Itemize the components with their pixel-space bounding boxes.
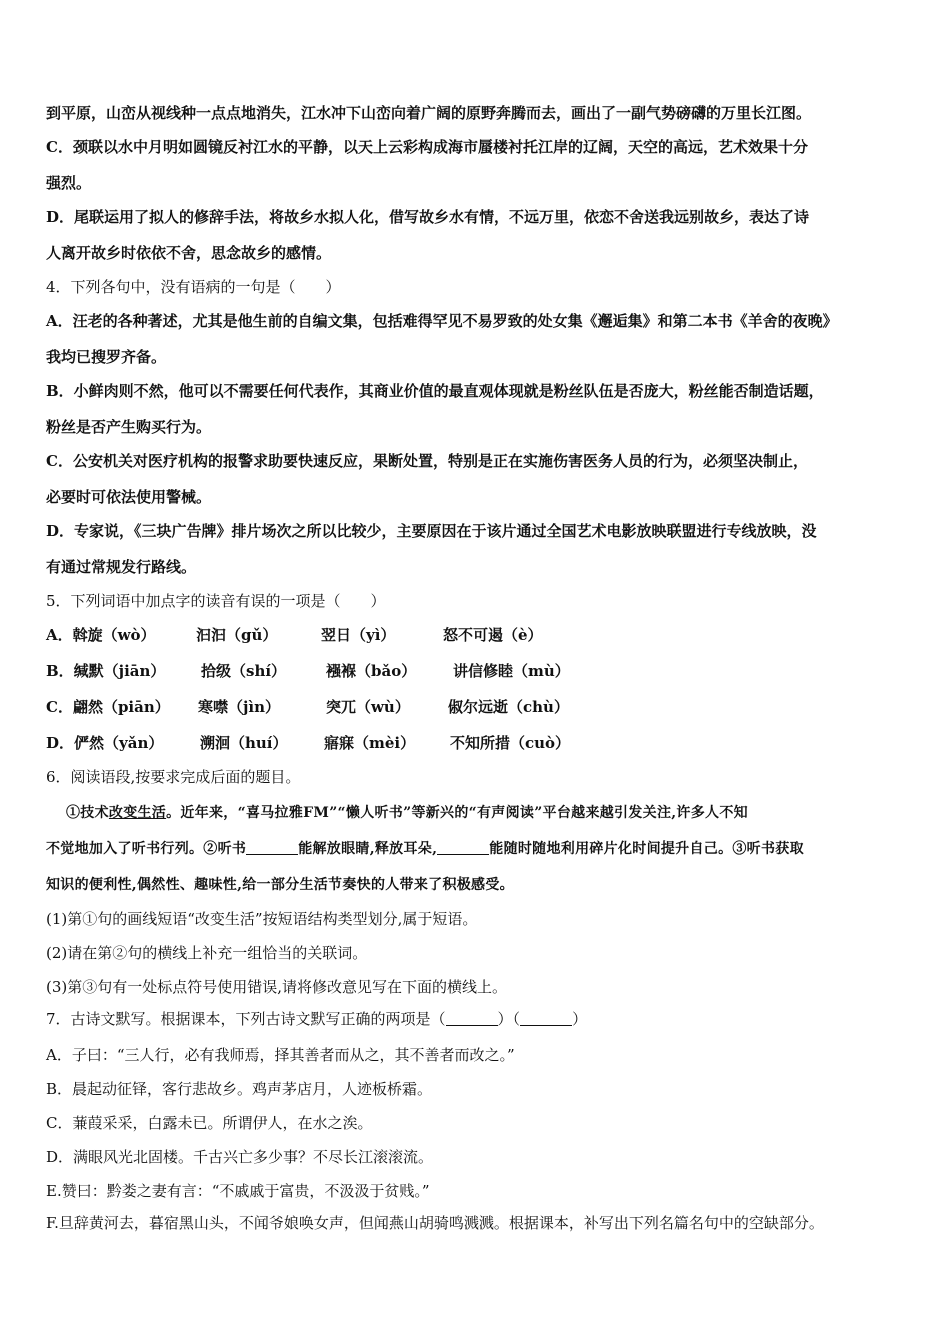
q7-option-e: E.赞曰：黔娄之妻有言：“不戚戚于富贵，不汲汲于贫贱。”	[46, 1182, 430, 1200]
q7-option-b: B．晨起动征铎，客行悲故乡。鸡声茅店月，人迹板桥霜。	[46, 1080, 433, 1098]
q4-option-d: D．专家说，《三块广告牌》排片场次之所以比较少，主要原因在于该片通过全国艺术电影放映联盟进行专线放映，没	[46, 522, 817, 540]
q7-option-d: D．满眼风光北固楼。千古兴亡多少事？不尽长江滚滚流。	[46, 1148, 434, 1166]
question-4: 4．下列各句中，没有语病的一句是（ ）	[46, 278, 341, 296]
q5-option-a	[46, 624, 904, 646]
passage-line	[46, 838, 904, 860]
passage-text: 能随时随地利用碎片化时间提升自己。③听书获取	[489, 841, 804, 857]
word: B．缄默（jiān）	[46, 662, 166, 680]
word: 翌日（yì）	[321, 626, 396, 644]
word: 怒不可遏（è）	[443, 626, 543, 644]
q4-option-a: A．汪老的各种著述，尤其是他生前的自编文集，包括难得罕见不易罗致的处女集《邂逅集》和第二本书《羊舍的夜晚》	[46, 312, 838, 330]
answer-blank[interactable]	[446, 1011, 498, 1026]
word: 汩汩（gǔ）	[196, 626, 278, 644]
word: C．翩然（piān）	[46, 698, 170, 716]
word: 拾级（shí）	[201, 662, 287, 680]
word: D．俨然（yǎn）	[46, 734, 164, 752]
word: 襁褓（bǎo）	[326, 662, 417, 680]
passage-text: 能解放眼睛,释放耳朵,	[298, 841, 438, 857]
text-line: 人离开故乡时依依不舍，思念故乡的感情。	[46, 244, 332, 262]
text-line: 到平原，山峦从视线种一点点地消失，江水冲下山峦向着广阔的原野奔腾而去，画出了一副气势磅礴的万里长江图。	[46, 104, 812, 122]
word: 讲信修睦（mù）	[453, 662, 570, 680]
passage-text: ①技术	[66, 805, 109, 821]
q4-option-d-cont: 有通过常规发行路线。	[46, 558, 197, 576]
option-c-line: C．颈联以水中月明如圆镜反衬江水的平静，以天上云彩构成海市蜃楼衬托江岸的辽阔，天空的高远，艺术效果十分	[46, 138, 808, 156]
q6-subquestion-2: (2)请在第②句的横线上补充一组恰当的关联词。	[46, 944, 368, 962]
question-5: 5．下列词语中加点字的读音有误的一项是（ ）	[46, 592, 386, 610]
fill-blank[interactable]	[246, 840, 298, 855]
word: 俶尔远逝（chù）	[448, 698, 569, 716]
answer-blank[interactable]	[520, 1011, 572, 1026]
word: 溯洄（huí）	[200, 734, 288, 752]
underlined-phrase: 改变生活	[108, 805, 167, 821]
question-7	[46, 1008, 904, 1030]
q7-option-f: F.旦辞黄河去，暮宿黑山头，不闻爷娘唤女声，但闻燕山胡骑鸣溅溅。根据课本，补写出下列名篇名句中的空缺部分。	[46, 1214, 824, 1232]
q7-option-a: A．子曰：“三人行，必有我师焉，择其善者而从之，其不善者而改之。”	[46, 1046, 515, 1064]
word: 寤寐（mèi）	[324, 734, 416, 752]
word: A．斡旋（wò）	[46, 626, 156, 644]
q4-option-c-cont: 必要时可依法使用警械。	[46, 488, 212, 506]
q4-option-b-cont: 粉丝是否产生购买行为。	[46, 418, 212, 436]
passage-text: 不觉地加入了听书行列。②听书	[46, 841, 247, 857]
q7-option-c: C．蒹葭采采，白露未已。所谓伊人，在水之涘。	[46, 1114, 373, 1132]
passage-text: 。近年来，“喜马拉雅FM”“懒人听书”等新兴的“有声阅读”平台越来越引发关注,许多人不知	[166, 805, 748, 821]
q5-option-c	[46, 696, 904, 718]
word: 不知所措（cuò）	[450, 734, 571, 752]
q4-option-b: B．小鲜肉则不然，他可以不需要任何代表作，其商业价值的最直观体现就是粉丝队伍是否庞大，粉丝能否制造话题，	[46, 382, 824, 400]
fill-blank[interactable]	[437, 840, 489, 855]
question-6: 6．阅读语段,按要求完成后面的题目。	[46, 768, 301, 786]
text-line: 强烈。	[46, 174, 92, 192]
q5-option-b	[46, 660, 904, 682]
question-text: 7．古诗文默写。根据课本，下列古诗文默写正确的两项是（	[46, 1010, 446, 1028]
q5-option-d	[46, 732, 904, 754]
q6-subquestion-3: (3)第③句有一处标点符号使用错误,请将修改意见写在下面的横线上。	[46, 978, 508, 996]
word: 突兀（wù）	[326, 698, 410, 716]
passage-line: 知识的便利性,偶然性、趣味性,给一部分生活节奏快的人带来了积极感受。	[46, 877, 514, 893]
word: 寒噤（jìn）	[198, 698, 281, 716]
question-text: ）	[572, 1010, 588, 1028]
option-d-line: D．尾联运用了拟人的修辞手法，将故乡水拟人化，借写故乡水有情，不远万里，依恋不舍送我远别故乡，表达了诗	[46, 208, 810, 226]
q4-option-a-cont: 我均已搜罗齐备。	[46, 348, 167, 366]
passage-line	[66, 802, 904, 824]
q4-option-c: C．公安机关对医疗机构的报警求助要快速反应，果断处置，特别是正在实施伤害医务人员的行为，必须坚决制止，	[46, 452, 808, 470]
q6-subquestion-1: (1)第①句的画线短语“改变生活”按短语结构类型划分,属于短语。	[46, 910, 478, 928]
question-text: ）（	[497, 1010, 521, 1028]
